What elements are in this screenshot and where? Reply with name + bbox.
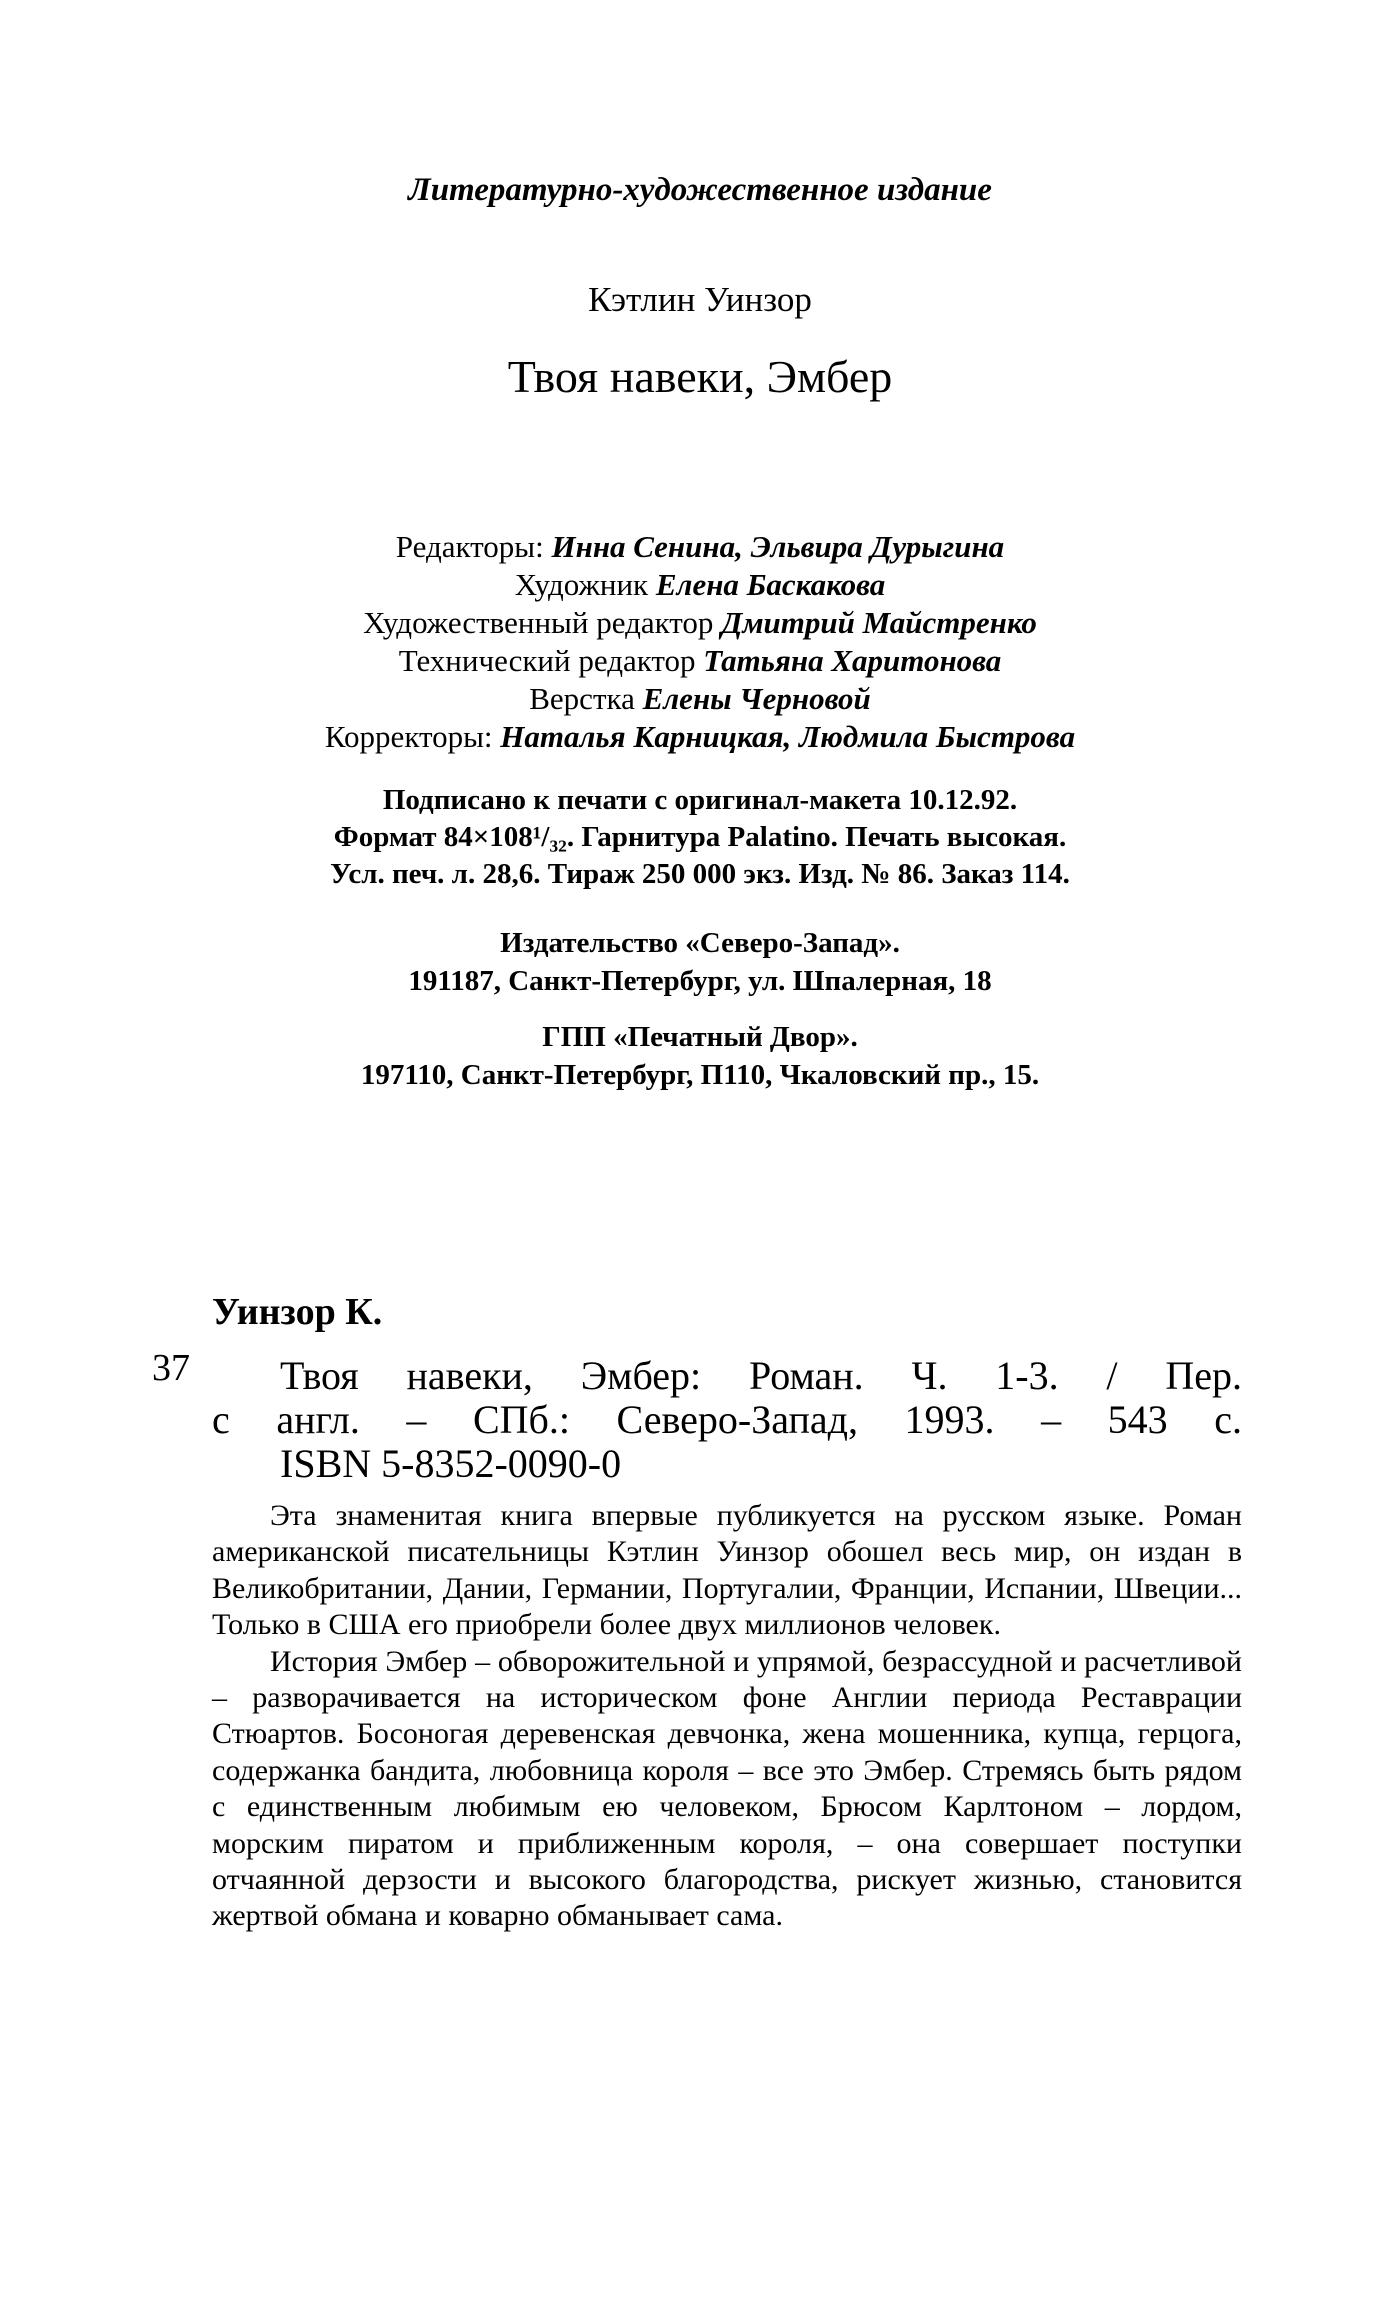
printer-address: 197110, Санкт-Петербург, П110, Чкаловский пр., 15. (360, 1059, 1040, 1091)
credit-line-artist: Художник Елена Баскакова (514, 567, 886, 602)
credits-block (120, 528, 1280, 756)
publisher-address: 191187, Санкт-Петербург, ул. Шпалерная, 18 (408, 965, 992, 997)
credit-line-tech-editor: Технический редактор Татьяна Харитонова (398, 643, 1002, 678)
print-volume: Усл. печ. л. 28,6. Тираж 250 000 экз. Изд. № 86. Заказ 114. (330, 858, 1070, 890)
catalog-index: 37 (152, 1347, 190, 1389)
annotation-paragraph: История Эмбер – обворожительной и упрямой, безрассудной и расчетливой – разворачивается на историческом фоне Англии периода Реставрации Стюартов. Босоногая деревенская девчонка, жена мошенника, купца, герцога, содержанка бандита, любовница короля – все это Эмбер. Стремясь быть рядом с единственным любимым ею человеком, Брюсом Карлтоном – лордом, морским пиратом и приближенным короля, – она совершает поступки отчаянной дерзости и высокого благородства, рискует жизнью, становится жертвой обмана и коварно обманывает сама. (212, 1644, 1242, 1933)
credit-line-editors: Редакторы: Инна Сенина, Эльвира Дурыгина (395, 529, 1005, 564)
book-author: Кэтлин Уинзор (588, 280, 812, 319)
publisher-block (120, 924, 1280, 1000)
catalog-author: Уинзор К. (212, 1291, 383, 1333)
print-signed: Подписано к печати с оригинал-макета 10.12.92. (382, 784, 1018, 816)
print-info-block (120, 782, 1280, 893)
credit-line-proofreaders: Корректоры: Наталья Карницкая, Людмила Быстрова (324, 719, 1076, 754)
publisher-name: Издательство «Северо-Запад». (500, 927, 900, 959)
credit-line-layout: Верстка Елены Черновой (529, 681, 871, 716)
printer-block (120, 1018, 1280, 1094)
catalog-entry (212, 1354, 1242, 1486)
catalog-line-imprint: с англ. – СПб.: Северо-Запад, 1993. – 543 с. (212, 1397, 1242, 1442)
printer-name: ГПП «Печатный Двор». (542, 1021, 858, 1053)
print-format: Формат 84×108¹/₃₂. Гарнитура Palatino. Печать высокая. (333, 821, 1067, 853)
annotation-paragraph: Эта знаменитая книга впервые публикуется на русском языке. Роман американской писательницы Кэтлин Уинзор обошел весь мир, он издан в Великобритании, Дании, Германии, Португалии, Франции, Испании, Швеции... Только в США его приобрели более двух миллионов человек. (212, 1499, 1242, 1642)
series-label: Литературно-художественное издание (408, 172, 992, 208)
catalog-line-title: Твоя навеки, Эмбер: Роман. Ч. 1-3. / Пер. (280, 1353, 1242, 1398)
catalog-line-isbn: ISBN 5-8352-0090-0 (280, 1441, 622, 1486)
book-title: Твоя навеки, Эмбер (507, 351, 893, 402)
annotation-block (212, 1498, 1242, 1935)
credit-line-art-editor: Художественный редактор Дмитрий Майстренко (363, 605, 1037, 640)
